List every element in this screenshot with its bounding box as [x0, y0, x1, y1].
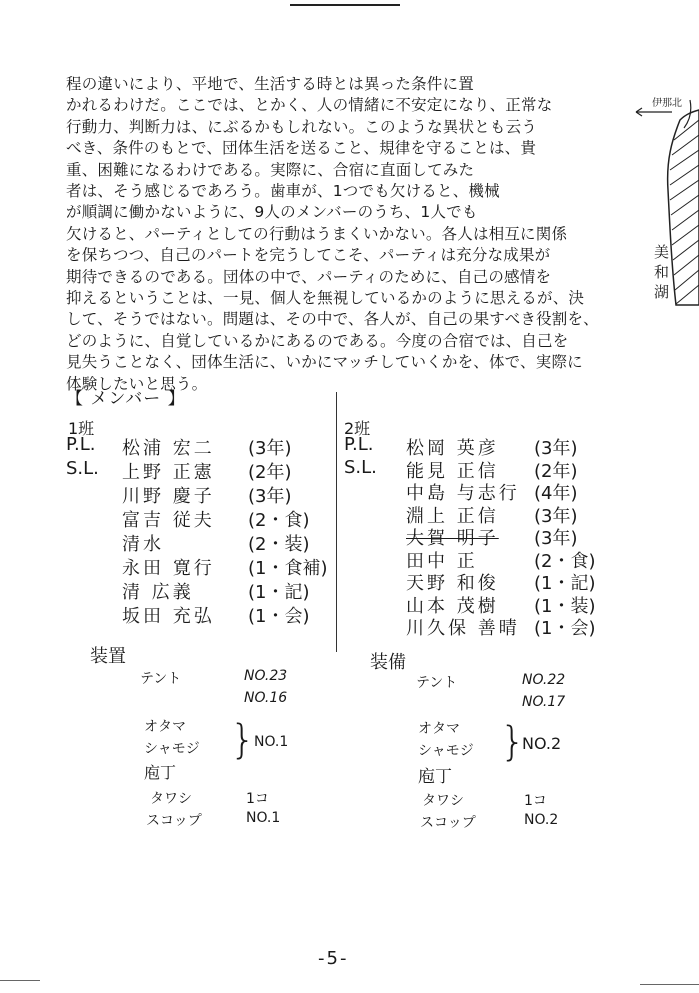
- member-role: S.L.: [66, 458, 99, 479]
- equip1-title: 装置: [90, 646, 126, 667]
- member-row: [344, 434, 614, 457]
- member-name: 川野 慶子: [122, 486, 215, 507]
- member-name: 川久保 善晴: [406, 618, 520, 639]
- member-row: [344, 547, 614, 570]
- intro-line: 程の違いにより、平地で、生活する時とは異った条件に置: [66, 75, 474, 93]
- equip2-utensil: オタマ: [418, 721, 460, 737]
- member-role: P.L.: [344, 434, 374, 455]
- equip2-tent-label: テント: [416, 675, 458, 691]
- member-year: (3年): [534, 528, 578, 549]
- equip1-tent-no: NO.16: [244, 690, 288, 706]
- member-name: 松浦 宏二: [122, 438, 215, 459]
- intro-line: 欠けると、パーティとしての行動はうまくいかない。各人は相互に関係: [66, 224, 568, 243]
- lake-char: 和: [654, 263, 670, 281]
- member-year: (2年): [534, 460, 578, 482]
- side-map-fragment: [632, 80, 699, 320]
- group2-title: 2班: [344, 419, 371, 438]
- member-year: (1・装): [534, 595, 596, 617]
- page-number: -5-: [318, 948, 349, 969]
- lake-label: [654, 242, 670, 302]
- equip1-scoop-no: NO.1: [246, 810, 281, 826]
- member-name: 淵上 正信: [406, 505, 499, 527]
- equip2-scoop-label: スコップ: [420, 815, 476, 831]
- member-row: [66, 530, 336, 554]
- equip1-tent-no: NO.23: [244, 668, 288, 684]
- member-year: (2・食): [248, 510, 310, 531]
- equip2-tent-no: NO.17: [522, 694, 566, 710]
- equip2-title: 装備: [370, 652, 406, 673]
- equip1-tawashi-label: タワシ: [150, 791, 192, 807]
- column-divider: [336, 392, 337, 652]
- intro-line: 体験したいと思う。: [66, 374, 208, 393]
- top-rule: [290, 4, 400, 6]
- intro-line: して、そうではない。問題は、その中で、各人が、自己の果すべき役割を、: [66, 310, 599, 329]
- member-name: 松岡 英彦: [406, 438, 499, 459]
- member-name: 天野 和俊: [406, 573, 499, 594]
- bottom-rule: [0, 980, 40, 981]
- member-year: (3年): [534, 438, 578, 459]
- member-row: [344, 524, 614, 547]
- intro-line: 行動力、判断力は、にぶるかもしれない。このような異状とも云う: [66, 117, 538, 136]
- intro-line: べき、条件のもとで、団体生活を送ること、規律を守ることは、貴: [66, 139, 537, 158]
- intro-line: 抑えるということは、一見、個人を無視しているかのように思えるが、決: [66, 289, 585, 308]
- equip1-utensil: 庖丁: [144, 763, 177, 782]
- equip2-tawashi-label: タワシ: [422, 793, 464, 809]
- intro-line: 者は、そう感じるであろう。歯車が、1つでも欠けると、機械: [66, 182, 500, 201]
- equip1-utensil-no: NO.1: [254, 734, 289, 750]
- member-year: (4年): [534, 483, 578, 504]
- member-year: (1・食補): [248, 558, 328, 579]
- member-row: [344, 592, 614, 615]
- equip2-utensil: シャモジ: [418, 743, 474, 759]
- lake-char: 湖: [654, 283, 670, 301]
- member-row: [66, 578, 336, 602]
- member-year: (3年): [248, 486, 292, 507]
- member-year: (3年): [248, 438, 292, 459]
- intro-line: 見失うことなく、団体生活に、いかにマッチしていくかを、体で、実際に: [66, 353, 583, 372]
- intro-line: かれるわけだ。ここでは、とかく、人の情緒に不安定になり、正常な: [66, 96, 553, 115]
- member-name: 清水: [122, 534, 164, 555]
- group1-title: 1班: [68, 419, 95, 438]
- member-row: [66, 506, 336, 530]
- member-row: [66, 554, 336, 578]
- intro-line: 重、困難になるわけである。実際に、合宿に直面してみた: [66, 160, 475, 179]
- member-role: P.L.: [66, 434, 96, 455]
- member-role: S.L.: [344, 456, 377, 478]
- equip1-utensil: オタマ: [144, 719, 186, 735]
- member-name: 上野 正憲: [122, 462, 215, 483]
- member-year: (2年): [248, 462, 292, 483]
- equip2-brace: }: [500, 719, 526, 765]
- member-name: 坂田 充弘: [122, 606, 215, 627]
- member-row: [344, 614, 614, 637]
- member-row: [66, 434, 336, 458]
- member-name: 永田 寛行: [122, 558, 215, 579]
- member-name: 中島 与志行: [406, 483, 520, 504]
- equip1-brace: }: [230, 717, 256, 763]
- member-year: (1・記): [534, 573, 596, 594]
- intro-line: 期待できるのである。団体の中で、パーティのために、自己の感情を: [66, 267, 552, 286]
- map-label: 伊那北: [652, 98, 682, 109]
- member-name: 田中 正: [406, 550, 478, 572]
- member-name: 山本 茂樹: [406, 595, 499, 617]
- equip1-tent-label: テント: [140, 671, 182, 687]
- member-year: (2・食): [534, 550, 596, 572]
- member-name: 清 広義: [122, 582, 194, 603]
- equip2-tent-no: NO.22: [522, 672, 566, 688]
- member-year: (1・会): [534, 618, 596, 639]
- equip2-tawashi-count: 1コ: [524, 793, 547, 809]
- intro-line: が順調に働かないように、9人のメンバーのうち、1人でも: [66, 203, 478, 222]
- bottom-rule: [640, 984, 699, 985]
- member-name: 富吉 従夫: [122, 510, 215, 531]
- member-name: 大賀 明子: [406, 528, 499, 549]
- member-year: (1・会): [248, 606, 310, 627]
- equip1-utensil: シャモジ: [144, 741, 200, 757]
- member-row: [66, 482, 336, 506]
- members-heading: 【 メンバー 】: [66, 389, 186, 409]
- equip2-utensil-no: NO.2: [522, 734, 562, 753]
- intro-line: を保ちつつ、自己のパートを完うしてこそ、パーティは充分な成果が: [66, 246, 551, 265]
- intro-paragraph: [66, 74, 616, 395]
- member-row: [344, 569, 614, 592]
- equip1-tawashi-count: 1コ: [246, 791, 269, 807]
- member-year: (3年): [534, 505, 578, 527]
- lake-char: 美: [654, 243, 670, 261]
- member-name: 能見 正信: [406, 460, 499, 482]
- member-year: (1・記): [248, 582, 310, 603]
- equip2-scoop-no: NO.2: [524, 812, 559, 828]
- equip2-utensil: 庖丁: [418, 767, 452, 787]
- equip1-scoop-label: スコップ: [146, 813, 202, 829]
- member-year: (2・装): [248, 534, 310, 555]
- member-row: [344, 502, 614, 525]
- member-row: [344, 457, 614, 480]
- member-row: [344, 479, 614, 502]
- intro-line: どのように、自覚しているかにあるのである。今度の合宿では、自己を: [66, 331, 569, 350]
- member-row: [66, 602, 336, 626]
- member-row: [66, 458, 336, 482]
